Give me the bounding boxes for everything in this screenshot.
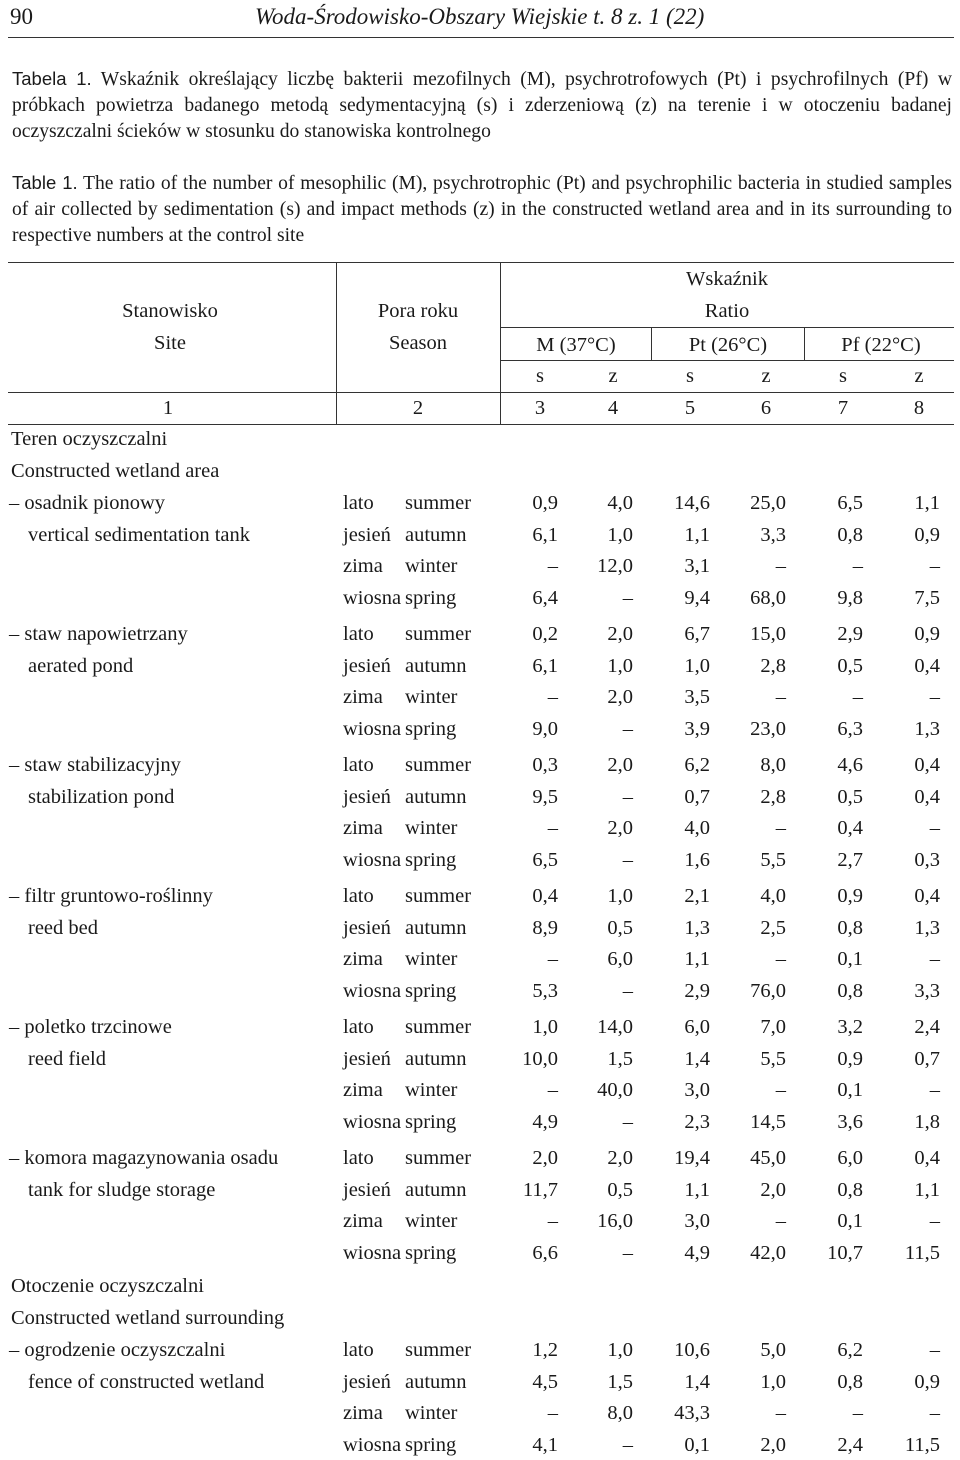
value-cell: 2,3 [684,1110,710,1133]
value-cell: – [622,1110,633,1133]
value-cell: 3,3 [914,979,940,1002]
season-en: spring [405,717,457,740]
value-cell: 6,0 [684,1016,710,1038]
value-cell: – [775,1402,786,1424]
season-pl: zima [343,1210,383,1232]
season-en: winter [405,817,458,839]
value-cell: – [547,817,558,839]
value-cell: 2,4 [914,1016,940,1038]
value-cell: 8,9 [532,916,558,939]
value-cell: 3,2 [837,1016,863,1038]
value-cell: – [622,586,633,609]
value-cell: 6,4 [532,586,558,609]
value-cell: – [547,1402,558,1424]
value-cell: 1,1 [684,1178,710,1201]
value-cell: 3,0 [684,1210,710,1232]
season-pl: lato [343,885,374,907]
site-name-pl: – filtr gruntowo-roślinny [9,885,213,907]
value-cell: 0,8 [837,979,863,1002]
value-cell: 1,0 [607,523,633,546]
caption-polish-text: Wskaźnik określający liczbę bakterii mezofilnych (M), psychrotrofowych (Pt) i psychrofilnych (Pf) w próbkach powietrza badanego metodą sedymentacyjną (s) i zderzeniową (z) na terenie i w otoczeniu badanej oczyszczalni ścieków w stosunku do stanowiska kontrolnego [12,69,952,142]
value-cell: – [547,948,558,970]
header-group-pf: Pf (22°C) [841,334,921,356]
value-cell: 0,1 [837,1210,863,1232]
header-bottom-rule [8,392,954,393]
value-cell: 0,2 [532,623,558,645]
value-cell: 12,0 [597,555,633,577]
season-en: spring [405,1241,457,1264]
value-cell: 1,0 [607,885,633,907]
column-number-4: 4 [607,397,619,419]
value-cell: 5,5 [760,848,786,871]
value-cell: 6,1 [532,654,558,677]
value-cell: 9,8 [837,586,863,609]
value-cell: 11,5 [904,1433,940,1456]
header-method-1: s [536,365,544,387]
value-cell: 2,7 [837,848,863,871]
value-cell: 3,1 [684,555,710,577]
value-cell: 3,9 [684,717,710,740]
value-cell: – [775,948,786,970]
value-cell: 2,0 [532,1147,558,1169]
value-cell: 1,1 [684,523,710,546]
value-cell: 0,5 [837,654,863,677]
site-name-pl: – staw napowietrzany [9,623,188,645]
value-cell: – [547,1079,558,1101]
season-pl: lato [343,1339,374,1361]
value-cell: 6,2 [837,1339,863,1361]
season-pl: lato [343,754,374,776]
season-pl: wiosna [343,717,402,740]
value-cell: – [852,555,863,577]
value-cell: 6,2 [684,754,710,776]
value-cell: – [547,686,558,708]
value-cell: 0,7 [914,1047,940,1070]
section-title-en: Constructed wetland area [11,459,220,482]
column-number-6: 6 [760,397,772,419]
season-pl: zima [343,555,383,577]
caption-polish-label: Tabela 1. [12,68,92,89]
value-cell: 4,0 [607,492,633,514]
site-name-en: reed field [28,1047,106,1070]
value-cell: 3,0 [684,1079,710,1101]
value-cell: 2,0 [760,1178,786,1201]
value-cell: 0,8 [837,523,863,546]
value-cell: 1,4 [684,1047,710,1070]
value-cell: – [929,1210,940,1232]
value-cell: 5,5 [760,1047,786,1070]
season-en: autumn [405,1047,467,1070]
value-cell: 68,0 [750,586,786,609]
value-cell: 0,4 [914,885,940,907]
column-number-7: 7 [837,397,849,419]
table-top-rule [8,262,954,263]
column-number-5: 5 [684,397,696,419]
journal-title: Woda-Środowisko-Obszary Wiejskie t. 8 z. 1 (22) [255,4,705,29]
section-title-en: Constructed wetland surrounding [11,1306,285,1329]
column-number-3: 3 [534,397,546,419]
value-cell: 42,0 [750,1241,786,1264]
header-index-en: Ratio [704,300,750,322]
value-cell: 4,0 [760,885,786,907]
value-cell: 6,5 [532,848,558,871]
season-pl: jesień [343,785,391,808]
header-method-2: z [608,365,618,387]
header-method-6: z [914,365,924,387]
value-cell: 6,7 [684,623,710,645]
season-pl: jesień [343,1178,391,1201]
season-en: spring [405,848,457,871]
value-cell: 0,1 [837,948,863,970]
value-cell: 0,7 [684,785,710,808]
season-en: autumn [405,1178,467,1201]
value-cell: 14,0 [597,1016,633,1038]
site-name-pl: – poletko trzcinowe [9,1016,172,1038]
header-site-pl: Stanowisko [122,300,218,322]
season-pl: jesień [343,1370,391,1393]
value-cell: 2,1 [684,885,710,907]
value-cell: 2,0 [607,754,633,776]
value-cell: 0,4 [914,785,940,808]
value-cell: 6,0 [837,1147,863,1169]
value-cell: 2,0 [607,1147,633,1169]
season-en: spring [405,979,457,1002]
season-pl: lato [343,1016,374,1038]
value-cell: 1,1 [684,948,710,970]
value-cell: 2,0 [760,1433,786,1456]
value-cell: 0,3 [914,848,940,871]
season-en: winter [405,1079,458,1101]
value-cell: 1,0 [607,654,633,677]
site-name-en: tank for sludge storage [28,1178,216,1201]
site-name-pl: – ogrodzenie oczyszczalni [9,1339,226,1361]
value-cell: 10,7 [827,1241,863,1264]
season-pl: wiosna [343,586,402,609]
value-cell: – [929,1402,940,1424]
value-cell: 1,3 [914,916,940,939]
season-en: summer [405,885,472,907]
season-pl: lato [343,623,374,645]
value-cell: 25,0 [750,492,786,514]
header-index-pl: Wskaźnik [686,268,768,290]
value-cell: 5,0 [760,1339,786,1361]
season-en: autumn [405,1370,467,1393]
season-en: winter [405,555,458,577]
value-cell: 0,5 [837,785,863,808]
value-cell: 4,5 [532,1370,558,1393]
value-cell: 4,9 [684,1241,710,1264]
value-cell: 9,5 [532,785,558,808]
value-cell: 0,5 [607,1178,633,1201]
m-pt-divider [651,327,652,360]
value-cell: – [929,686,940,708]
value-cell: – [775,686,786,708]
value-cell: 1,5 [607,1370,633,1393]
header-season-pl: Pora roku [377,300,459,322]
value-cell: 19,4 [674,1147,710,1169]
value-cell: – [622,717,633,740]
season-en: summer [405,1147,472,1169]
section-title-pl: Otoczenie oczyszczalni [11,1275,204,1297]
value-cell: 2,0 [607,686,633,708]
value-cell: 43,3 [674,1402,710,1424]
value-cell: 2,8 [760,785,786,808]
value-cell: – [622,785,633,808]
site-name-en: stabilization pond [28,785,175,808]
value-cell: – [775,1210,786,1232]
value-cell: – [622,1433,633,1456]
column-number-8: 8 [913,397,925,419]
index-group-rule [500,327,954,328]
value-cell: 0,5 [607,916,633,939]
value-cell: 6,0 [607,948,633,970]
season-en: summer [405,492,472,514]
season-en: summer [405,1339,472,1361]
value-cell: 1,0 [760,1370,786,1393]
value-cell: 14,6 [674,492,710,514]
season-en: spring [405,1433,457,1456]
season-pl: lato [343,1147,374,1169]
value-cell: 4,0 [684,817,710,839]
header-method-3: s [686,365,694,387]
header-site-en: Site [154,332,186,354]
column-number-1: 1 [162,397,174,419]
value-cell: 4,6 [837,754,863,776]
value-cell: 1,1 [914,1178,940,1201]
season-en: summer [405,1016,472,1038]
season-pl: zima [343,1079,383,1101]
value-cell: 76,0 [750,979,786,1002]
site-name-en: aerated pond [28,654,134,677]
value-cell: 0,4 [837,817,863,839]
caption-english [12,170,952,250]
caption-english-text: The ratio of the number of mesophilic (M), psychrotrophic (Pt) and psychrophilic bacteria in studied samples of air collected by sedimentation (s) and impact methods (z) in the constructed wetland area and in its surrounding to respective numbers at the control site [12,173,953,246]
season-en: autumn [405,654,467,677]
value-cell: – [775,555,786,577]
header-method-5: s [839,365,847,387]
season-pl: wiosna [343,979,402,1002]
value-cell: 0,9 [914,523,940,546]
caption-english-label: Table 1. [12,172,78,193]
value-cell: 0,4 [914,1147,940,1169]
value-cell: 3,5 [684,686,710,708]
season-pl: zima [343,817,383,839]
value-cell: – [929,1339,940,1361]
value-cell: – [547,555,558,577]
column-number-2: 2 [412,397,424,419]
season-pl: zima [343,948,383,970]
value-cell: 9,4 [684,586,710,609]
season-en: spring [405,586,457,609]
value-cell: 6,1 [532,523,558,546]
value-cell: – [775,817,786,839]
season-en: autumn [405,523,467,546]
site-name-pl: – komora magazynowania osadu [9,1147,279,1169]
value-cell: 2,0 [607,817,633,839]
value-cell: 40,0 [597,1079,633,1101]
value-cell: 1,3 [684,916,710,939]
value-cell: 0,9 [837,1047,863,1070]
column-numbers-rule [8,424,954,425]
value-cell: 1,0 [532,1016,558,1038]
value-cell: 14,5 [750,1110,786,1133]
site-name-en: vertical sedimentation tank [28,523,251,546]
season-pl: jesień [343,523,391,546]
value-cell: – [622,1241,633,1264]
site-name-en: fence of constructed wetland [28,1370,265,1393]
value-cell: 0,8 [837,1178,863,1201]
value-cell: 6,6 [532,1241,558,1264]
season-pl: zima [343,1402,383,1424]
season-index-divider [500,262,501,424]
value-cell: 0,8 [837,1370,863,1393]
value-cell: 9,0 [532,717,558,740]
value-cell: 16,0 [597,1210,633,1232]
season-pl: wiosna [343,1433,402,1456]
value-cell: 1,5 [607,1047,633,1070]
value-cell: 0,1 [684,1433,710,1456]
value-cell: 2,8 [760,654,786,677]
value-cell: 0,4 [914,654,940,677]
value-cell: 0,9 [914,623,940,645]
value-cell: – [852,686,863,708]
value-cell: 1,0 [684,654,710,677]
season-en: winter [405,1402,458,1424]
value-cell: 11,5 [904,1241,940,1264]
season-en: autumn [405,785,467,808]
value-cell: 7,0 [760,1016,786,1038]
value-cell: 8,0 [607,1402,633,1424]
value-cell: – [775,1079,786,1101]
value-cell: 0,9 [532,492,558,514]
value-cell: 1,2 [532,1339,558,1361]
value-cell: 1,1 [914,492,940,514]
value-cell: 3,3 [760,523,786,546]
value-cell: 0,8 [837,916,863,939]
site-name-en: reed bed [28,916,98,939]
value-cell: 0,1 [837,1079,863,1101]
value-cell: 2,5 [760,916,786,939]
site-season-divider [336,262,337,424]
season-pl: zima [343,686,383,708]
header-method-4: z [761,365,771,387]
value-cell: – [929,1079,940,1101]
season-pl: jesień [343,916,391,939]
value-cell: 10,0 [522,1047,558,1070]
value-cell: 1,0 [607,1339,633,1361]
value-cell: – [622,848,633,871]
value-cell: 2,4 [837,1433,863,1456]
value-cell: 0,4 [532,885,558,907]
value-cell: 10,6 [674,1339,710,1361]
season-en: spring [405,1110,457,1133]
value-cell: – [929,948,940,970]
pt-pf-divider [804,327,805,360]
value-cell: 1,4 [684,1370,710,1393]
value-cell: – [622,979,633,1002]
page-number: 90 [10,4,33,29]
value-cell: 15,0 [750,623,786,645]
header-season-en: Season [388,332,448,354]
season-pl: lato [343,492,374,514]
value-cell: 8,0 [760,754,786,776]
value-cell: 1,6 [684,848,710,871]
value-cell: 2,9 [684,979,710,1002]
value-cell: 5,3 [532,979,558,1002]
value-cell: 23,0 [750,717,786,740]
value-cell: 6,5 [837,492,863,514]
value-cell: 45,0 [750,1147,786,1169]
value-cell: 1,3 [914,717,940,740]
season-en: winter [405,948,458,970]
value-cell: 2,9 [837,623,863,645]
season-en: summer [405,623,472,645]
site-name-pl: – osadnik pionowy [9,492,166,514]
value-cell: 6,3 [837,717,863,740]
header-rule [8,37,954,38]
value-cell: – [852,1402,863,1424]
season-en: winter [405,686,458,708]
value-cell: 4,1 [532,1433,558,1456]
value-cell: – [547,1210,558,1232]
section-title-pl: Teren oczyszczalni [11,428,168,450]
value-cell: 4,9 [532,1110,558,1133]
value-cell: 0,9 [914,1370,940,1393]
season-en: summer [405,754,472,776]
value-cell: – [929,817,940,839]
site-name-pl: – staw stabilizacyjny [9,754,181,776]
season-pl: jesień [343,654,391,677]
group-method-rule [500,360,954,361]
caption-polish [12,66,952,174]
value-cell: 0,4 [914,754,940,776]
season-pl: wiosna [343,1241,402,1264]
value-cell: 2,0 [607,623,633,645]
value-cell: 1,8 [914,1110,940,1133]
season-pl: wiosna [343,1110,402,1133]
season-pl: jesień [343,1047,391,1070]
header-group-pt: Pt (26°C) [688,334,768,356]
season-en: winter [405,1210,458,1232]
season-en: autumn [405,916,467,939]
value-cell: 0,9 [837,885,863,907]
value-cell: 7,5 [914,586,940,609]
page-header [0,0,960,42]
value-cell: 3,6 [837,1110,863,1133]
value-cell: 0,3 [532,754,558,776]
value-cell: – [929,555,940,577]
header-group-m: M (37°C) [536,334,616,356]
value-cell: 11,7 [522,1178,558,1201]
season-pl: wiosna [343,848,402,871]
